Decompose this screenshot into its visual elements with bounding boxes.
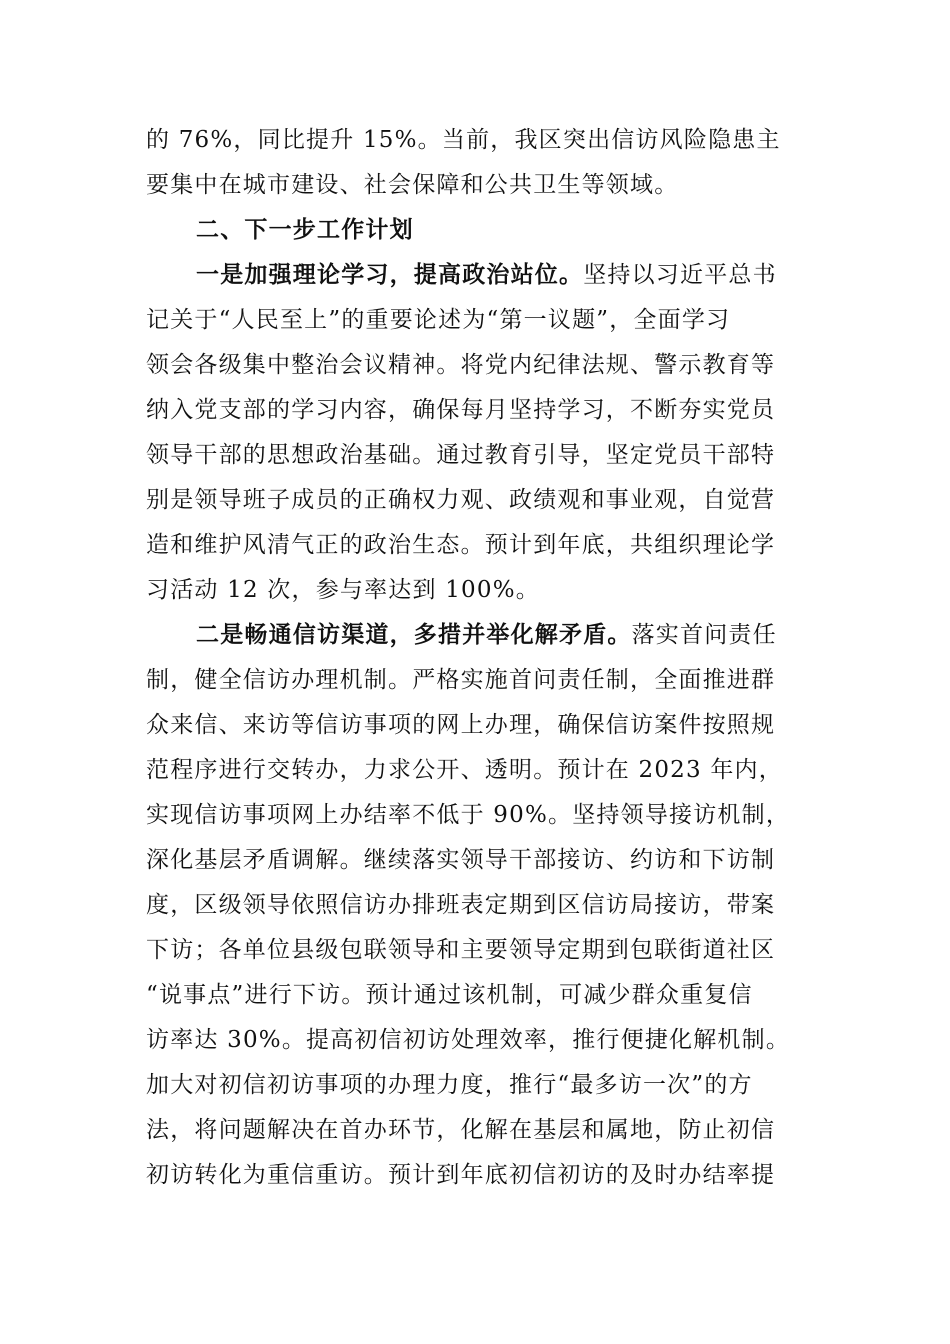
paragraph-line	[196, 620, 876, 650]
paragraph-line: “说事点”进行下访。预计通过该机制，可减少群众重复信	[146, 982, 753, 1008]
paragraph-line	[196, 260, 876, 290]
paragraph-line: 众来信、来访等信访事项的网上办理，确保信访案件按照规	[146, 712, 776, 738]
paragraph-line: 范程序进行交转办，力求公开、透明。预计在 2023 年内，	[146, 757, 783, 783]
section-heading: 二、下一步工作计划	[196, 216, 414, 243]
emphasis-heading: 二是畅通信访渠道，多措并举化解矛盾。	[196, 621, 632, 648]
paragraph-line: 加大对初信初访事项的办理力度，推行“最多访一次”的方	[146, 1072, 753, 1098]
paragraph-text: 落实首问责任	[631, 622, 777, 648]
paragraph-line: 度，区级领导依照信访办排班表定期到区信访局接访，带案	[146, 892, 776, 918]
paragraph-line: 初访转化为重信重访。预计到年底初信初访的及时办结率提	[146, 1162, 776, 1188]
paragraph-line: 制，健全信访办理机制。严格实施首问责任制，全面推进群	[146, 667, 776, 693]
paragraph-line: 记关于“人民至上”的重要论述为“第一议题”，全面学习	[146, 307, 731, 333]
paragraph-line: 别是领导班子成员的正确权力观、政绩观和事业观，自觉营	[146, 487, 776, 513]
emphasis-heading: 一是加强理论学习，提高政治站位。	[196, 261, 584, 288]
paragraph-text: 坚持以习近平总书	[583, 262, 777, 288]
paragraph-line: 要集中在城市建设、社会保障和公共卫生等领域。	[146, 172, 679, 198]
paragraph-line: 领导干部的思想政治基础。通过教育引导，坚定党员干部特	[146, 442, 776, 468]
paragraph-line: 纳入党支部的学习内容，确保每月坚持学习，不断夯实党员	[146, 397, 776, 423]
paragraph-line: 访率达 30%。提高初信初访处理效率，推行便捷化解机制。	[146, 1027, 791, 1053]
paragraph-line: 习活动 12 次，参与率达到 100%。	[146, 577, 540, 603]
paragraph-line: 实现信访事项网上办结率不低于 90%。坚持领导接访机制，	[146, 802, 791, 828]
paragraph-line: 下访；各单位县级包联领导和主要领导定期到包联街道社区	[146, 937, 776, 963]
paragraph-line: 的 76%，同比提升 15%。当前，我区突出信访风险隐患主	[146, 127, 781, 153]
paragraph-line: 法，将问题解决在首办环节，化解在基层和属地，防止初信	[146, 1117, 776, 1143]
paragraph-line: 领会各级集中整治会议精神。将党内纪律法规、警示教育等	[146, 352, 776, 378]
paragraph-line: 深化基层矛盾调解。继续落实领导干部接访、约访和下访制	[146, 847, 776, 873]
paragraph-line: 造和维护风清气正的政治生态。预计到年底，共组织理论学	[146, 532, 776, 558]
